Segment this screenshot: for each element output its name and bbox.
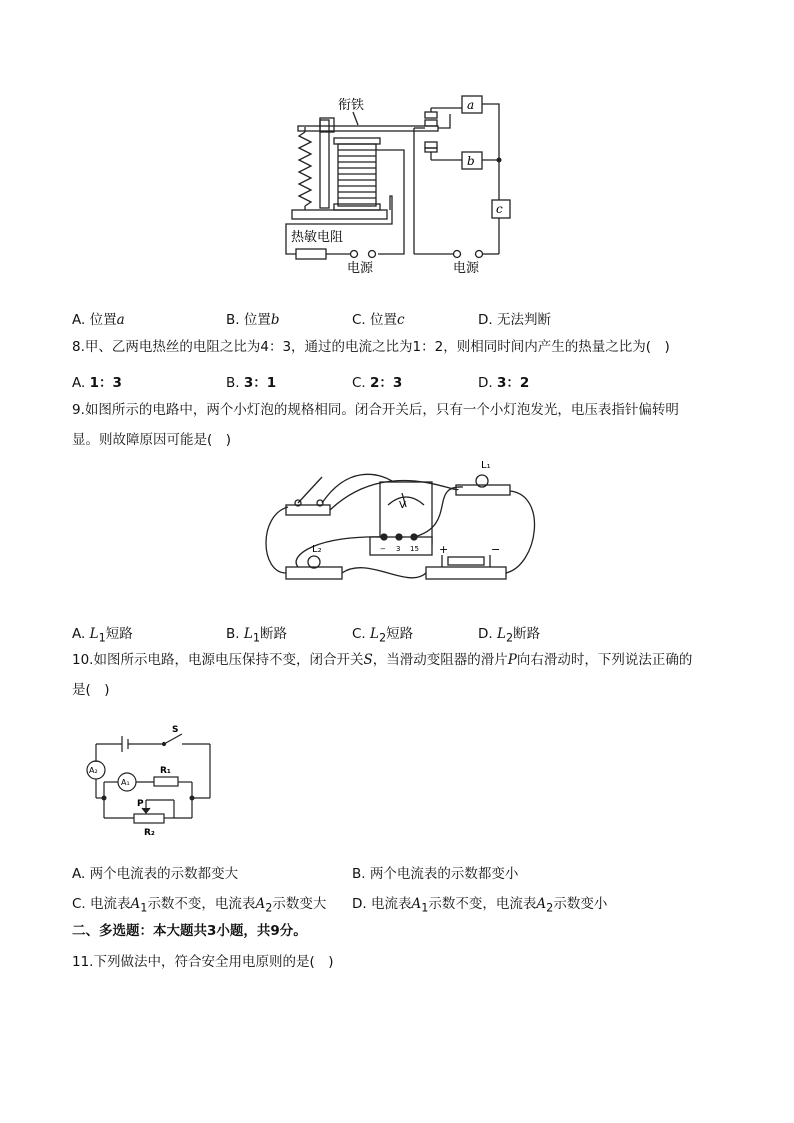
- upper-contact: [425, 112, 437, 118]
- q11-stem: 11.下列做法中，符合安全用电原则的是( ): [72, 954, 334, 970]
- pivot-post: [320, 120, 329, 208]
- power-right-label: 电源: [453, 261, 480, 276]
- resistor-r1: [154, 777, 178, 786]
- terminal-15: 15: [410, 545, 419, 553]
- lower-contact: [425, 142, 437, 148]
- ammeter-a1-label: A₁: [121, 778, 130, 787]
- q10-option-c[interactable]: C. 电流表$A_1$示数不变，电流表$A_2$示数变大: [72, 896, 327, 915]
- q9-option-a[interactable]: A. $L_1$短路: [72, 626, 133, 645]
- q9-option-c[interactable]: C. $L_2$短路: [352, 626, 414, 645]
- spring: [299, 132, 311, 206]
- lamp-l2: [308, 556, 320, 568]
- q10-option-b[interactable]: B. 两个电流表的示数都变小: [352, 866, 519, 882]
- terminal-neg: −: [380, 545, 386, 553]
- voltmeter-body: [380, 482, 432, 544]
- electromagnet-coil: [338, 144, 376, 206]
- section-2-heading: 二、多选题：本大题共3小题，共9分。: [72, 923, 307, 939]
- rheostat-r2: [134, 814, 164, 823]
- q9-circuit-figure: [258, 455, 548, 590]
- q8-option-b[interactable]: B. 3：1: [226, 375, 277, 391]
- switch-label: S: [172, 725, 179, 735]
- lamp-l2-label: L₂: [312, 544, 322, 555]
- box-a-label: a: [467, 98, 475, 112]
- q7-option-c[interactable]: C. 位置c: [352, 312, 405, 328]
- voltmeter-symbol: V: [399, 500, 406, 511]
- lamp-l1-label: L₁: [481, 460, 491, 471]
- thermistor: [296, 249, 326, 259]
- q7-option-a[interactable]: A. 位置a: [72, 312, 125, 328]
- q9-stem-line1: 9.如图所示的电路中，两个小灯泡的规格相同。闭合开关后，只有一个小灯泡发光，电压表指针偏转明: [72, 402, 679, 418]
- q10-circuit-figure: [82, 722, 217, 840]
- box-b-label: b: [467, 154, 475, 168]
- battery-holder: [426, 567, 506, 579]
- q10-option-d[interactable]: D. 电流表$A_1$示数不变，电流表$A_2$示数变小: [352, 896, 608, 915]
- q10-option-a[interactable]: A. 两个电流表的示数都变大: [72, 866, 239, 882]
- slider-p-label: P: [137, 799, 144, 809]
- switch-s: [164, 734, 182, 744]
- q9-stem-line2: 显。则故障原因可能是( ): [72, 432, 232, 448]
- power-left-label: 电源: [347, 261, 374, 276]
- q8-option-d[interactable]: D. 3：2: [478, 375, 530, 391]
- armature-label: 衔铁: [338, 98, 365, 113]
- q9-option-d[interactable]: D. $L_2$断路: [478, 626, 541, 645]
- q9-option-b[interactable]: B. $L_1$断路: [226, 626, 287, 645]
- lamp-l2-base: [286, 567, 342, 579]
- battery-plus: +: [439, 543, 449, 556]
- switch-blade: [298, 477, 322, 503]
- battery-minus: −: [491, 543, 501, 556]
- resistor-r1-label: R₁: [160, 766, 171, 776]
- q8-stem: 8.甲、乙两电热丝的电阻之比为4：3，通过的电流之比为1：2，则相同时间内产生的热量之比为( ): [72, 339, 670, 355]
- terminal-3: 3: [396, 545, 401, 553]
- q10-stem-line1: 10.如图所示电路，电源电压保持不变，闭合开关S，当滑动变阻器的滑片P向右滑动时，下列说法正确的: [72, 652, 693, 668]
- q8-option-a[interactable]: A. 1：3: [72, 375, 122, 391]
- battery: [448, 557, 484, 565]
- switch-base: [286, 505, 330, 515]
- q7-option-b[interactable]: B. 位置b: [226, 312, 280, 328]
- rheostat-r2-label: R₂: [144, 828, 155, 838]
- thermistor-label: 热敏电阻: [291, 230, 344, 245]
- q10-stem-line2: 是( ): [72, 682, 110, 698]
- ammeter-a2-label: A₂: [89, 766, 98, 775]
- q8-option-c[interactable]: C. 2：3: [352, 375, 403, 391]
- relay-circuit-figure: [280, 92, 520, 277]
- q7-option-d[interactable]: D. 无法判断: [478, 312, 551, 328]
- relay-base: [292, 210, 387, 219]
- box-c-label: c: [496, 202, 503, 216]
